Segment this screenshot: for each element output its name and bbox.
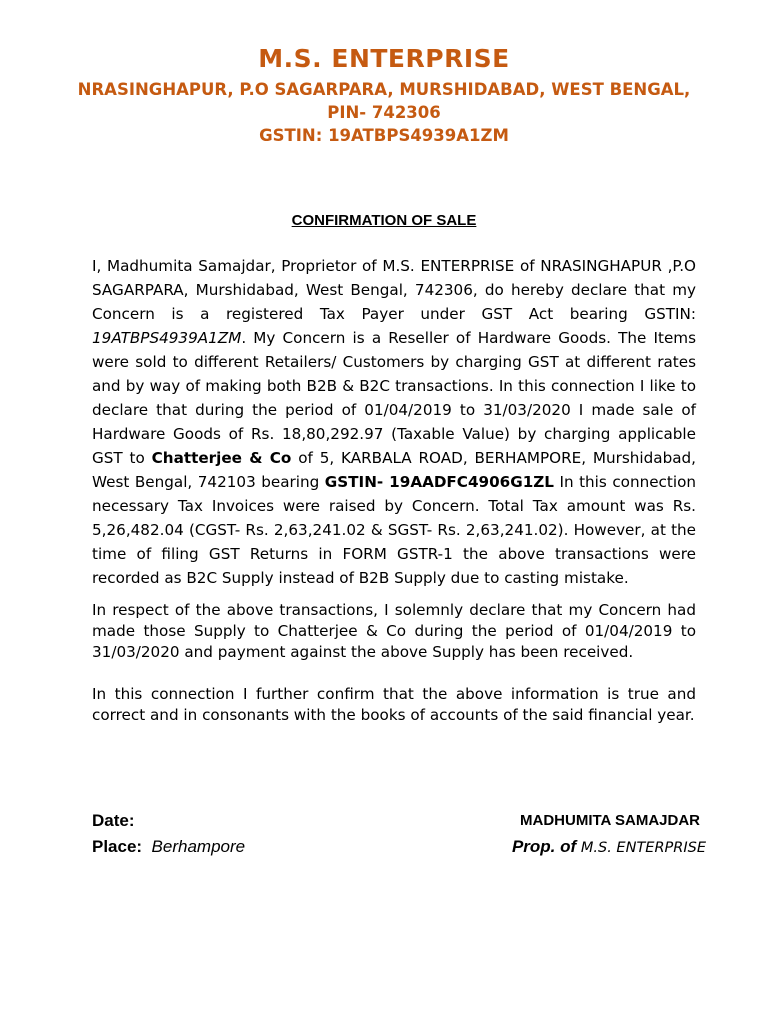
place-value: Berhampore [151,837,246,856]
company-address-line2: PIN- 742306 [327,103,441,122]
buyer-gstin: GSTIN- 19AADFC4906G1ZL [324,473,554,491]
confirmation-paragraph: In this connection I further confirm that the above information is true and correct and in consonants with the books of accounts of the said financial year. [92,685,696,724]
place-row [92,834,245,860]
date-place-block [92,808,245,860]
para1-text-3: of 5, KARBALA ROAD, BERHAMPORE, Murshidabad, West Bengal, 742103 bearing [92,449,696,491]
buyer-name: Chatterjee & Co [151,449,292,467]
para1-text-2: . My Concern is a Reseller of Hardware Goods. The Items were sold to different Retailers/ Customers by charging GST at different rates and by way of making both B2B & B2C transactions. In this connection I like to declare that during the period of 01/04/2019 to 31/03/2020 I made sale of Hardware Goods of Rs. 18,80,292.97 (Taxable Value) by charging applicable GST to [92,329,696,467]
signatory-designation [512,834,706,861]
declaration-paragraph [92,254,696,590]
company-gstin: GSTIN: 19ATBPS4939A1ZM [259,126,509,145]
document-title: CONFIRMATION OF SALE [291,212,477,229]
signatory-name: MADHUMITA SAMAJDAR [520,812,700,829]
date-label: Date: [92,811,135,830]
supply-paragraph: In respect of the above transactions, I solemnly declare that my Concern had made those Supply to Chatterjee & Co during the period of 01/04/2019 to 31/03/2020 and payment against the above Supply has been received. [92,601,696,661]
signatory-block [512,808,706,861]
company-address-line1: NRASINGHAPUR, P.O SAGARPARA, MURSHIDABAD, WEST BENGAL, [77,80,691,99]
place-label: Place: [92,837,143,856]
prop-label: Prop. of [511,837,577,856]
para1-text-1: I, Madhumita Samajdar, Proprietor of M.S. ENTERPRISE of NRASINGHAPUR ,P.O SAGARPARA, Murshidabad, West Bengal, 742306, do hereby declare that my Concern is a registered Tax Payer under GST Act bearing GSTIN: [92,257,696,323]
para1-text-4: In this connection necessary Tax Invoices were raised by Concern. Total Tax amount was Rs. 5,26,482.04 (CGST- Rs. 2,63,241.02 & SGST- Rs. 2,63,241.02). However, at the time of filing GST Returns in FORM GSTR-1 the above transactions were recorded as B2C Supply instead of B2B Supply due to casting mistake. [92,473,696,587]
company-name: M.S. ENTERPRISE [258,44,510,73]
seller-gstin: 19ATBPS4939A1ZM [92,329,242,347]
prop-company: M.S. ENTERPRISE [580,840,706,856]
date-row [92,808,245,834]
